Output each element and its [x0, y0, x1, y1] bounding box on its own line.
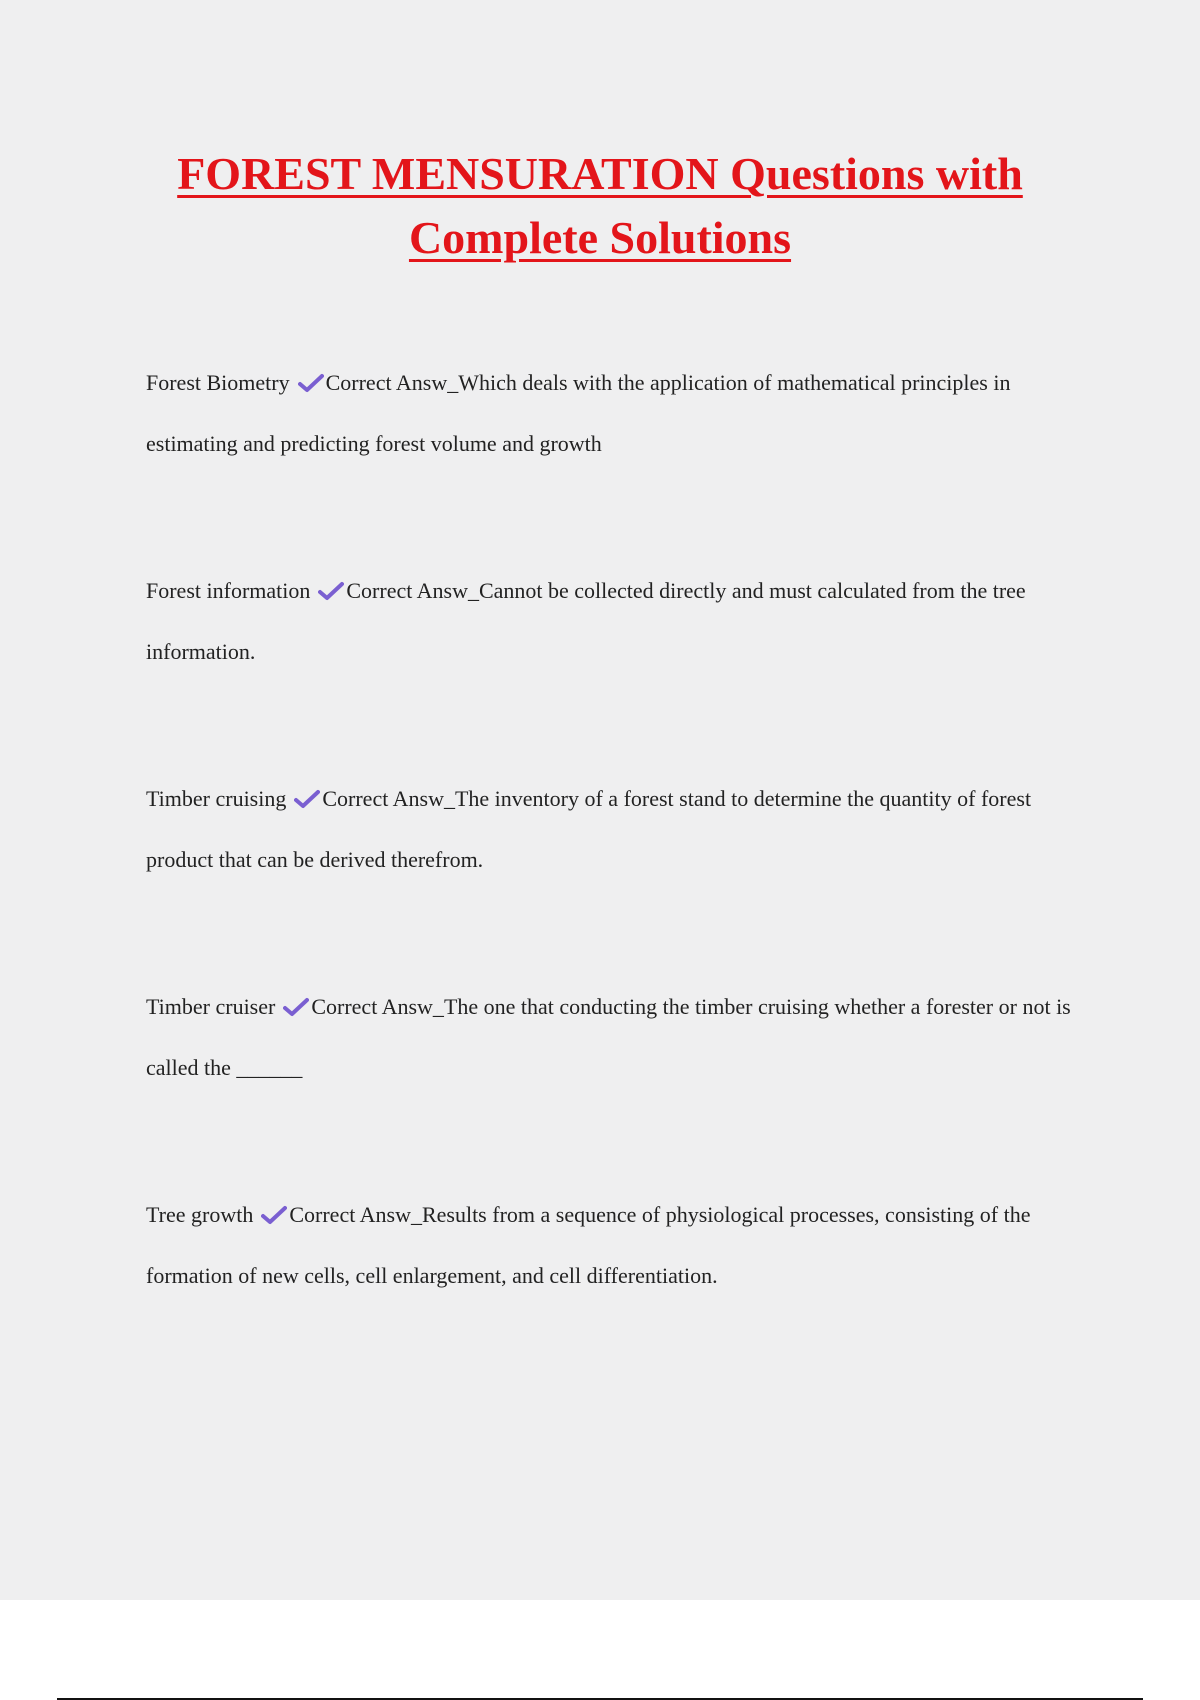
qa-answer-prefix: Correct Answ_: [322, 786, 455, 811]
qa-answer: Which deals with the application of mathematical principles in estimating and predicting forest volume and growth: [146, 370, 1011, 456]
qa-term: Timber cruiser: [146, 994, 276, 1019]
qa-entry-forest-biometry: [146, 352, 1096, 474]
checkmark-icon: [294, 789, 320, 809]
document-title: [0, 142, 1200, 270]
qa-answer: The inventory of a forest stand to determine the quantity of forest product that can be derived therefrom.: [146, 786, 1032, 872]
title-line-2: Complete Solutions: [408, 212, 792, 263]
qa-answer: Cannot be collected directly and must calculated from the tree information.: [146, 578, 1026, 664]
checkmark-icon: [283, 997, 309, 1017]
qa-answer-prefix: Correct Answ_: [311, 994, 444, 1019]
qa-answer-prefix: Correct Answ_: [325, 370, 459, 395]
checkmark-icon: [261, 1205, 287, 1225]
qa-answer: The one that conducting the timber cruising whether a forester or not is called the ______: [146, 994, 1071, 1080]
qa-answer: Results from a sequence of physiological processes, consisting of the formation of new cells, cell enlargement, and cell differentiation.: [146, 1202, 1031, 1288]
qa-term: Timber cruising: [146, 786, 287, 811]
title-line-1: FOREST MENSURATION Questions with: [177, 148, 1023, 199]
qa-entry-timber-cruiser: [146, 976, 1096, 1098]
qa-term: Tree growth: [146, 1202, 254, 1227]
qa-answer-prefix: Correct Answ_: [346, 578, 479, 603]
qa-term: Forest information: [146, 578, 311, 603]
qa-entry-forest-information: [146, 560, 1096, 682]
qa-term: Forest Biometry: [146, 370, 290, 395]
qa-entry-timber-cruising: [146, 768, 1096, 890]
checkmark-icon: [318, 581, 344, 601]
checkmark-icon: [298, 373, 324, 393]
qa-answer-prefix: Correct Answ_: [289, 1202, 422, 1227]
qa-entry-tree-growth: [146, 1184, 1096, 1306]
